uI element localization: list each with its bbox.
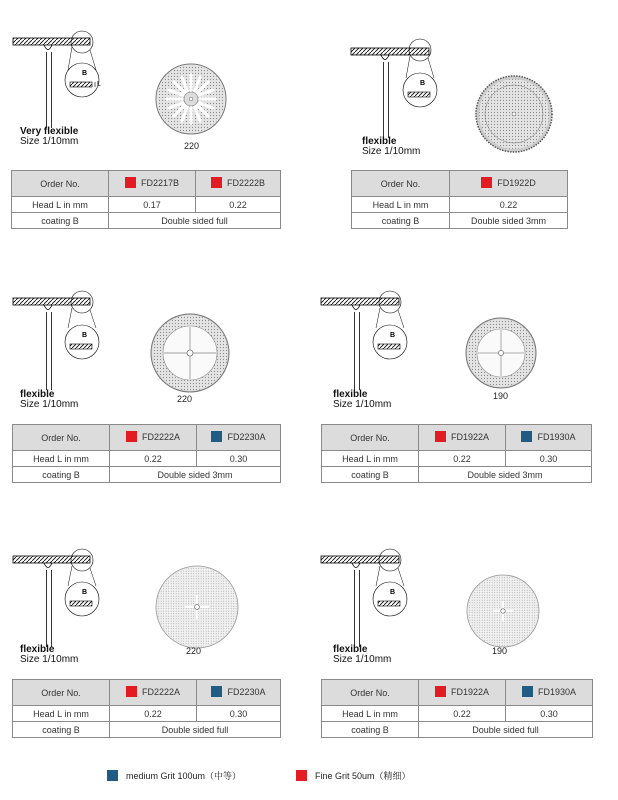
grit-swatch bbox=[435, 686, 446, 697]
order-code-cell: FD2222A bbox=[110, 680, 197, 706]
disc-number: 220 bbox=[177, 394, 193, 404]
grit-swatch bbox=[521, 431, 532, 442]
order-code-cell: FD1930A bbox=[506, 425, 592, 451]
order-code-cell: FD2222B bbox=[196, 171, 281, 197]
head-l-value: 0.30 bbox=[506, 451, 592, 467]
order-no-header: Order No. bbox=[322, 425, 419, 451]
head-l-value: 0.17 bbox=[109, 197, 196, 213]
order-no-header: Order No. bbox=[13, 680, 110, 706]
order-no-header: Order No. bbox=[352, 171, 450, 197]
grit-swatch bbox=[126, 686, 137, 697]
coating-label: coating B bbox=[13, 467, 110, 483]
flexibility-label: flexible bbox=[20, 644, 55, 655]
order-no-header: Order No. bbox=[322, 680, 419, 706]
head-l-value: 0.22 bbox=[110, 451, 197, 467]
coating-label: coating B bbox=[12, 213, 109, 229]
legend-medium-label: medium Grit 100um（中等） bbox=[126, 771, 242, 781]
bur-diagram bbox=[312, 537, 412, 657]
flexibility-label: flexible bbox=[362, 136, 397, 147]
grit-swatch bbox=[481, 177, 492, 188]
spec-table bbox=[12, 424, 281, 483]
order-code-cell: FD1930A bbox=[506, 680, 593, 706]
bur-diagram bbox=[0, 280, 100, 400]
product-block bbox=[312, 280, 618, 480]
head-l-value: 0.22 bbox=[196, 197, 281, 213]
disc-image bbox=[466, 574, 540, 648]
disc-image bbox=[475, 75, 553, 153]
spec-table bbox=[321, 424, 592, 483]
size-label: Size 1/10mm bbox=[333, 399, 392, 410]
grit-swatch bbox=[522, 686, 533, 697]
coating-value: Double sided 3mm bbox=[450, 213, 568, 229]
head-l-label: Head L in mm bbox=[12, 197, 109, 213]
order-code-cell: FD2230A bbox=[197, 425, 281, 451]
grit-swatch bbox=[211, 177, 222, 188]
legend-medium bbox=[107, 769, 241, 782]
coating-value: Double sided 3mm bbox=[110, 467, 281, 483]
product-block bbox=[0, 0, 310, 240]
medium-grit-swatch bbox=[107, 770, 118, 781]
legend-fine bbox=[296, 769, 411, 782]
diagram-b-label: B bbox=[420, 80, 426, 87]
flexibility-label: Very flexible bbox=[20, 126, 79, 137]
flexibility-label: flexible bbox=[333, 644, 368, 655]
diagram-b-label: B bbox=[82, 589, 88, 596]
disc-number: 190 bbox=[492, 646, 508, 656]
size-label: Size 1/10mm bbox=[333, 654, 392, 665]
head-l-value: 0.22 bbox=[419, 451, 506, 467]
order-code-cell: FD2222A bbox=[110, 425, 197, 451]
head-l-value: 0.22 bbox=[419, 706, 506, 722]
head-l-value: 0.30 bbox=[506, 706, 593, 722]
head-l-label: Head L in mm bbox=[322, 706, 419, 722]
coating-label: coating B bbox=[13, 722, 110, 738]
disc-image bbox=[150, 313, 230, 393]
grit-swatch bbox=[125, 177, 136, 188]
spec-table bbox=[321, 679, 593, 738]
head-l-label: Head L in mm bbox=[13, 706, 110, 722]
coating-value: Double sided full bbox=[419, 722, 593, 738]
order-code-cell: FD1922A bbox=[419, 425, 506, 451]
order-code-cell: FD1922D bbox=[450, 171, 568, 197]
diagram-b-label: B bbox=[82, 70, 88, 77]
grit-swatch bbox=[435, 431, 446, 442]
order-no-header: Order No. bbox=[12, 171, 109, 197]
size-label: Size 1/10mm bbox=[20, 399, 79, 410]
diagram-b-label: B bbox=[390, 332, 396, 339]
bur-diagram bbox=[0, 537, 100, 657]
coating-label: coating B bbox=[322, 467, 419, 483]
head-l-value: 0.30 bbox=[197, 706, 281, 722]
head-l-value: 0.22 bbox=[450, 197, 568, 213]
head-l-label: Head L in mm bbox=[352, 197, 450, 213]
disc-image bbox=[155, 63, 227, 135]
bur-diagram bbox=[312, 280, 412, 400]
disc-image bbox=[155, 565, 239, 649]
order-code-cell: FD2230A bbox=[197, 680, 281, 706]
coating-label: coating B bbox=[322, 722, 419, 738]
disc-number: 190 bbox=[493, 391, 509, 401]
head-l-value: 0.22 bbox=[110, 706, 197, 722]
product-block bbox=[0, 537, 310, 747]
fine-grit-swatch bbox=[296, 770, 307, 781]
coating-value: Double sided full bbox=[109, 213, 281, 229]
disc-number: 220 bbox=[184, 141, 200, 151]
size-label: Size 1/10mm bbox=[362, 146, 421, 157]
product-block bbox=[0, 280, 310, 480]
grit-swatch bbox=[211, 686, 222, 697]
size-label: Size 1/10mm bbox=[20, 654, 79, 665]
legend-fine-label: Fine Grit 50um（精细） bbox=[315, 771, 411, 781]
spec-table bbox=[351, 170, 568, 229]
disc-number: 220 bbox=[186, 646, 202, 656]
size-label: Size 1/10mm bbox=[20, 136, 79, 147]
product-block bbox=[312, 537, 618, 747]
order-code-cell: FD1922A bbox=[419, 680, 506, 706]
bur-diagram bbox=[339, 0, 439, 140]
spec-table bbox=[11, 170, 281, 229]
order-code-cell: FD2217B bbox=[109, 171, 196, 197]
coating-value: Double sided full bbox=[110, 722, 281, 738]
flexibility-label: flexible bbox=[20, 389, 55, 400]
diagram-b-label: B bbox=[390, 589, 396, 596]
bur-diagram bbox=[0, 0, 100, 130]
coating-value: Double sided 3mm bbox=[419, 467, 592, 483]
spec-table bbox=[12, 679, 281, 738]
grit-swatch bbox=[211, 431, 222, 442]
head-l-label: Head L in mm bbox=[13, 451, 110, 467]
grit-swatch bbox=[126, 431, 137, 442]
coating-label: coating B bbox=[352, 213, 450, 229]
flexibility-label: flexible bbox=[333, 389, 368, 400]
head-l-value: 0.30 bbox=[197, 451, 281, 467]
head-l-label: Head L in mm bbox=[322, 451, 419, 467]
diagram-l-label: L bbox=[97, 81, 101, 88]
product-block bbox=[339, 0, 618, 240]
order-no-header: Order No. bbox=[13, 425, 110, 451]
disc-image bbox=[465, 317, 537, 389]
diagram-b-label: B bbox=[82, 332, 88, 339]
